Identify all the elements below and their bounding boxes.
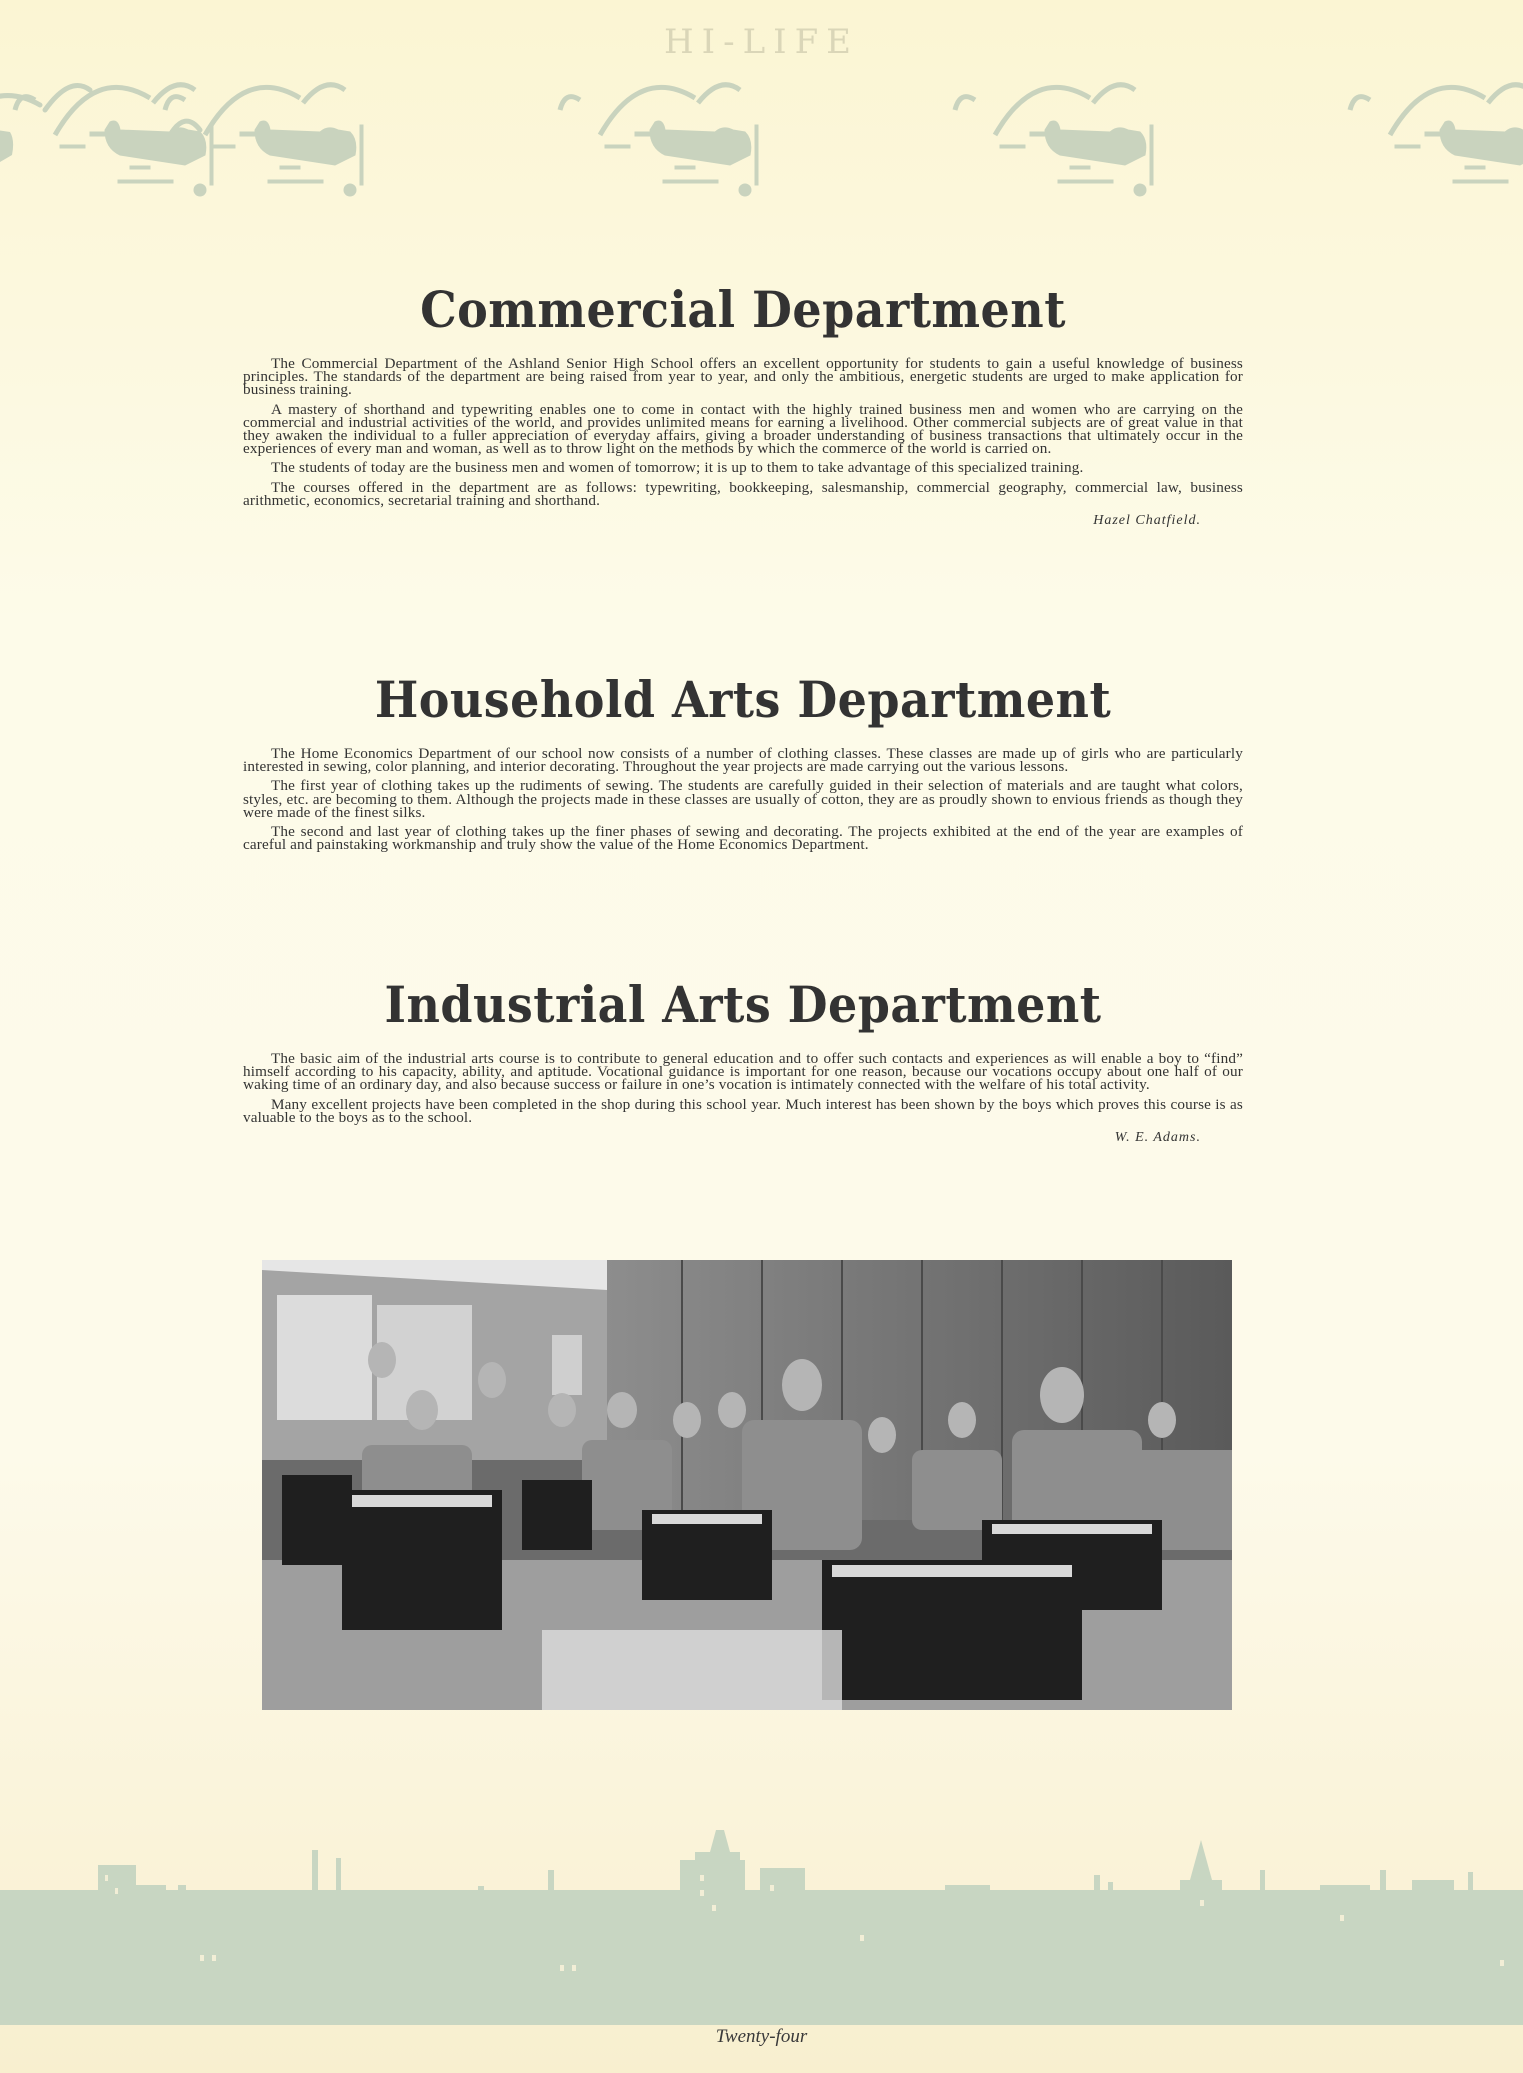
running-head: HI-LIFE: [664, 22, 859, 62]
airplane-ornament-band: [0, 70, 1523, 200]
paragraph: Many excellent projects have been completed in the shop during this school year. Much interest has been shown by the boys which proves this course is as valuable to the boys as to the school.: [243, 1095, 1243, 1126]
section-heading: Commercial Department: [420, 280, 1066, 339]
section-heading: Industrial Arts Department: [384, 975, 1102, 1034]
section-heading: Household Arts Department: [374, 670, 1112, 729]
city-skyline-ornament: [0, 1830, 1523, 2025]
signature: W. E. Adams.: [1114, 1130, 1201, 1146]
typing-class-photo: [262, 1260, 1232, 1710]
paragraph: The second and last year of clothing takes up the finer phases of sewing and decorating. The projects exhibited at the end of the year are examples of careful and painstaking workmanship and truly show the value of the Home Economics Department.: [243, 823, 1243, 854]
paragraph: The Home Economics Department of our school now consists of a number of clothing classes. These classes are made up of girls who are particularly interested in sewing, color planning, and interior decorating. Throughout the year projects are made carrying out the various lessons.: [243, 745, 1243, 776]
section-commercial: [243, 280, 1243, 529]
paragraph: The Commercial Department of the Ashland Senior High School offers an excellent opportunity for students to gain a useful knowledge of business principles. The standards of the department are being raised from year to year, and only the ambitious, energetic students are urged to make application for business training.: [243, 355, 1243, 399]
paragraph: The first year of clothing takes up the rudiments of sewing. The students are carefully guided in their selection of materials and are taught what colors, styles, etc. are becoming to them. Although the projects made in these classes are usually of cotton, they are as proudly shown to envious friends as though they were made of the finest silks.: [243, 777, 1243, 821]
signature: Hazel Chatfield.: [1093, 513, 1201, 529]
paragraph: The courses offered in the department are as follows: typewriting, bookkeeping, salesmanship, commercial geography, commercial law, business arithmetic, economics, secretarial training and shorthand.: [243, 478, 1243, 509]
paragraph: The basic aim of the industrial arts course is to contribute to general education and to offer such contacts and experiences as will enable a boy to “find” himself according to his capacity, ability, and aptitude. Vocational guidance is important for one reason, because our vocations occupy about one half of our waking time of an ordinary day, and also because success or failure in one’s vocation is intimately connected with the welfare of his total activity.: [243, 1050, 1243, 1094]
page-number: Twenty-four: [715, 2026, 808, 2047]
section-household-arts: [243, 670, 1243, 857]
section-industrial-arts: [243, 975, 1243, 1146]
paragraph: A mastery of shorthand and typewriting enables one to come in contact with the highly trained business men and women who are carrying on the commercial and industrial activities of the world, and provides unlimited means for earning a livelihood. Other commercial subjects are of great value in that they awaken the individual to a fuller appreciation of everyday affairs, giving a broader understanding of business transactions that ultimately occur in the experiences of every man and woman, as well as to throw light on the methods by which the commerce of the world is carried on.: [243, 400, 1243, 458]
paragraph: The students of today are the business men and women of tomorrow; it is up to them to take advantage of this specialized training.: [271, 459, 1084, 477]
